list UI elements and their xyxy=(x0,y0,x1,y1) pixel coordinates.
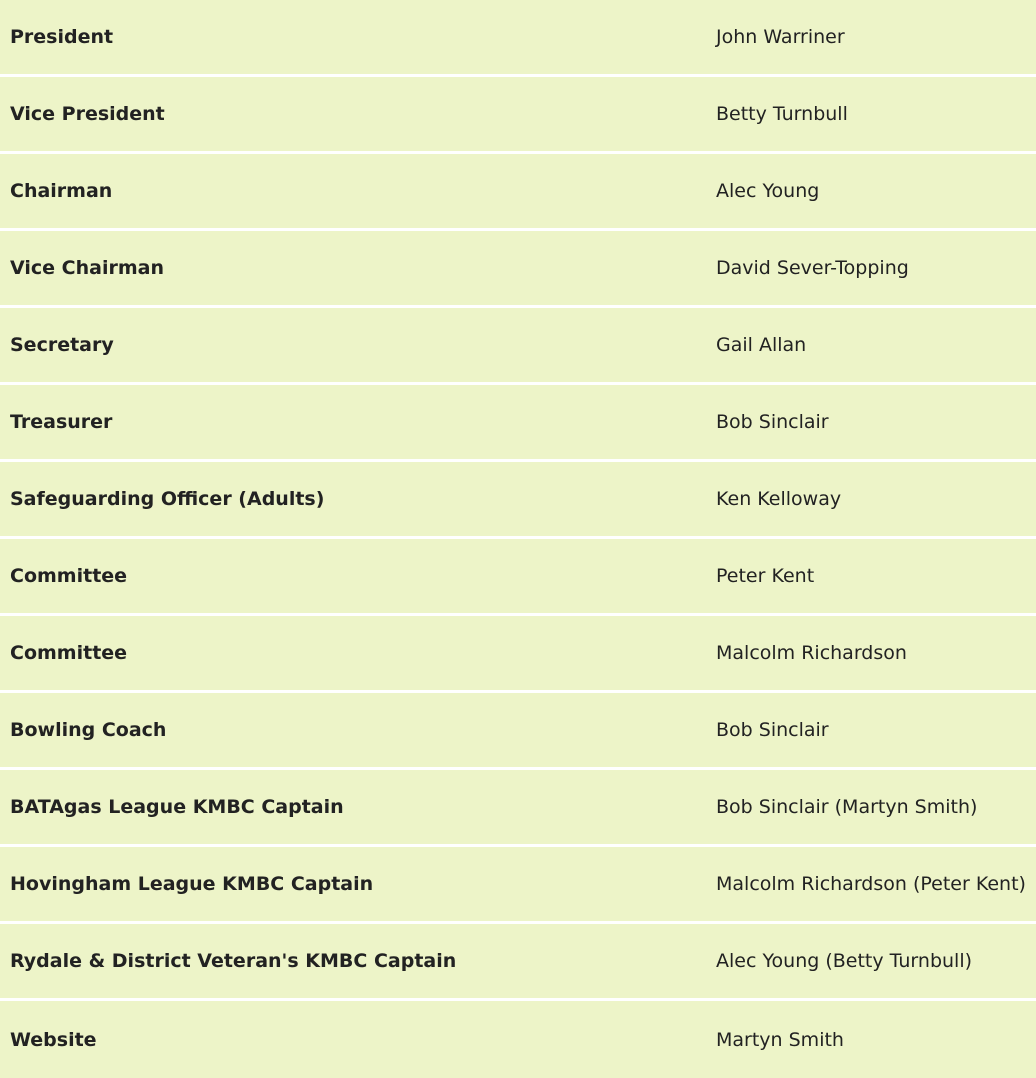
table-row xyxy=(0,231,1036,308)
officer-name: Gail Allan xyxy=(706,308,1036,385)
table-row xyxy=(0,616,1036,693)
table-row xyxy=(0,770,1036,847)
officer-name: Betty Turnbull xyxy=(706,77,1036,154)
table-row xyxy=(0,693,1036,770)
table-row xyxy=(0,308,1036,385)
officer-role: Safeguarding Officer (Adults) xyxy=(0,462,706,539)
officer-name: Alec Young (Betty Turnbull) xyxy=(706,924,1036,1001)
officer-role: Rydale & District Veteran's KMBC Captain xyxy=(0,924,706,1001)
officer-name: Bob Sinclair xyxy=(706,693,1036,770)
officer-role: Chairman xyxy=(0,154,706,231)
officer-name: Malcolm Richardson (Peter Kent) xyxy=(706,847,1036,924)
officer-name: Peter Kent xyxy=(706,539,1036,616)
table-row xyxy=(0,1001,1036,1078)
officer-name: Alec Young xyxy=(706,154,1036,231)
officer-role: Vice Chairman xyxy=(0,231,706,308)
table-row xyxy=(0,847,1036,924)
officer-role: Secretary xyxy=(0,308,706,385)
officer-name: Martyn Smith xyxy=(706,1001,1036,1078)
officer-name: John Warriner xyxy=(706,0,1036,77)
table-row xyxy=(0,924,1036,1001)
table-row xyxy=(0,385,1036,462)
officer-role: Committee xyxy=(0,539,706,616)
officer-role: BATAgas League KMBC Captain xyxy=(0,770,706,847)
table-row xyxy=(0,154,1036,231)
table-row xyxy=(0,539,1036,616)
officer-role: Committee xyxy=(0,616,706,693)
officer-name: Ken Kelloway xyxy=(706,462,1036,539)
officer-role: Bowling Coach xyxy=(0,693,706,770)
officer-role: Hovingham League KMBC Captain xyxy=(0,847,706,924)
officer-role: Treasurer xyxy=(0,385,706,462)
table-row xyxy=(0,77,1036,154)
officer-role: Website xyxy=(0,1001,706,1078)
table-row xyxy=(0,0,1036,77)
officer-name: Malcolm Richardson xyxy=(706,616,1036,693)
officer-name: Bob Sinclair (Martyn Smith) xyxy=(706,770,1036,847)
table-row xyxy=(0,462,1036,539)
officer-role: President xyxy=(0,0,706,77)
officer-name: Bob Sinclair xyxy=(706,385,1036,462)
officer-name: David Sever-Topping xyxy=(706,231,1036,308)
officer-role: Vice President xyxy=(0,77,706,154)
